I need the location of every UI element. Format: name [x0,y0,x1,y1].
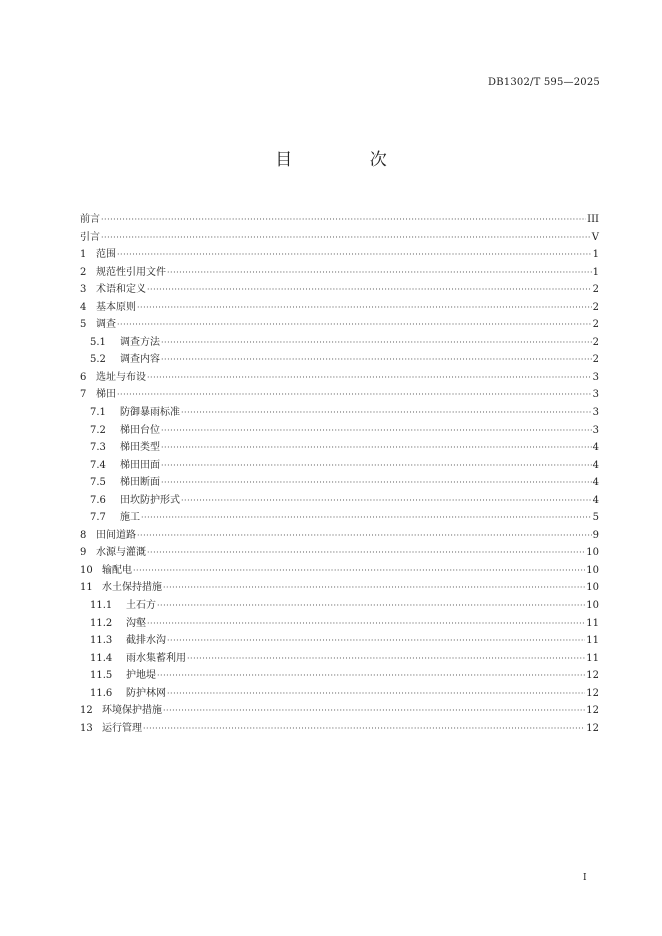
toc-entry-page: 2 [592,301,599,313]
toc-entry-label: 引言 [80,231,100,243]
toc-entry-number: 11 [80,582,93,594]
dot-leader [133,562,585,580]
dot-leader [147,281,592,299]
toc-entry-page: 12 [586,670,599,682]
toc-entry-page: 10 [586,582,599,594]
toc-entry[interactable] [80,615,599,633]
toc-entry-page: 2 [592,284,599,296]
toc-entry-page: 4 [592,494,599,506]
toc-entry-label: 调查方法 [120,336,160,348]
toc-entry-number: 8 [80,529,87,541]
toc-entry-page: 10 [586,600,599,612]
dot-leader [137,299,592,317]
toc-entry-label: 沟壑 [126,617,146,629]
dot-leader [137,527,592,545]
toc-entry-number: 4 [80,301,87,313]
toc-entry[interactable] [80,281,599,299]
toc-entry-label: 田间道路 [96,529,136,541]
toc-entry-number: 7.2 [90,424,106,436]
dot-leader [161,422,592,440]
dot-leader [117,246,592,264]
dot-leader [117,386,592,404]
toc-entry-label: 雨水集蓄利用 [126,652,186,664]
toc-entry[interactable] [80,685,599,703]
toc-entry[interactable] [80,527,599,545]
toc-entry-number: 7.6 [90,494,106,506]
dot-leader [161,351,592,369]
toc-entry-page: 11 [586,617,599,629]
toc-entry[interactable] [80,720,599,738]
document-code: DB1302/T 595—2025 [488,77,600,88]
toc-entry-page: 2 [592,319,599,331]
dot-leader [167,264,592,282]
toc-entry-number: 6 [80,371,87,383]
toc-entry[interactable] [80,246,599,264]
toc-entry-number: 7.5 [90,477,106,489]
dot-leader [181,404,592,422]
toc-entry[interactable] [80,597,599,615]
toc-entry-number: 9 [80,547,87,559]
toc-entry[interactable] [80,264,599,282]
toc-entry-page: 2 [592,354,599,366]
toc-entry[interactable] [80,702,599,720]
toc-entry-page: 11 [586,652,599,664]
toc-entry[interactable] [80,299,599,317]
toc-entry-page: 11 [586,635,599,647]
toc-entry[interactable] [80,369,599,387]
dot-leader [187,650,585,668]
toc-entry-label: 梯田断面 [120,477,160,489]
dot-leader [167,685,585,703]
toc-entry-label: 水土保持措施 [102,582,162,594]
toc-entry-number: 11.1 [90,600,113,612]
toc-entry[interactable] [80,544,599,562]
toc-entry-label: 环境保护措施 [102,705,162,717]
toc-entry-label: 选址与布设 [96,371,146,383]
toc-entry-number: 5.1 [90,336,106,348]
toc-entry-page: V [591,231,599,243]
toc-entry-label: 前言 [80,214,100,225]
dot-leader [157,667,585,685]
toc-entry-label: 运行管理 [102,722,142,734]
toc-entry[interactable] [80,211,599,229]
toc-entry-label: 基本原则 [96,301,136,313]
toc-entry[interactable] [80,316,599,334]
toc-entry-page: 9 [592,529,599,541]
toc-entry-label: 规范性引用文件 [96,266,166,278]
toc-entry-label: 梯田台位 [120,424,160,436]
toc-entry-number: 12 [80,705,93,717]
toc-entry-page: 1 [592,266,599,278]
toc-entry-page: 10 [586,547,599,559]
toc-entry[interactable] [80,386,599,404]
dot-leader [157,597,585,615]
dot-leader [163,579,585,597]
page-title: 目 次 [275,150,423,170]
toc-entry-number: 5.2 [90,354,106,366]
toc-entry-number: 3 [80,284,87,296]
toc-entry[interactable] [80,229,599,247]
toc-entry-label: 防御暴雨标准 [120,407,180,419]
toc-entry-label: 护地堤 [126,670,156,682]
table-of-contents [80,211,599,737]
toc-entry-number: 11.5 [90,670,113,682]
dot-leader [141,509,592,527]
dot-leader [181,492,592,510]
dot-leader [117,316,592,334]
dot-leader [101,229,591,247]
toc-entry-number: 7.3 [90,442,106,454]
toc-entry-number: 2 [80,266,87,278]
toc-entry-number: 7 [80,389,87,401]
toc-entry-page: 5 [592,512,599,524]
toc-entry-page: 3 [592,371,599,383]
toc-entry-number: 7.4 [90,459,106,471]
dot-leader [161,334,592,352]
toc-entry-label: 梯田 [96,389,116,401]
toc-entry-page: III [587,214,599,225]
toc-entry[interactable] [80,334,599,352]
toc-entry-number: 5 [80,319,87,331]
toc-entry-number: 11.3 [90,635,113,647]
toc-entry-number: 11.6 [90,687,113,699]
toc-entry-label: 梯田田面 [120,459,160,471]
dot-leader [167,632,585,650]
toc-entry-number: 11.4 [90,652,113,664]
toc-entry[interactable] [80,650,599,668]
dot-leader [143,720,585,738]
toc-entry-number: 7.7 [90,512,106,524]
toc-entry[interactable] [80,632,599,650]
toc-entry-label: 土石方 [126,600,156,612]
toc-entry[interactable] [80,579,599,597]
toc-entry-label: 输配电 [102,564,132,576]
toc-entry-page: 3 [592,389,599,401]
toc-entry-label: 施工 [120,512,140,524]
toc-entry-label: 调查 [96,319,116,331]
toc-entry[interactable] [80,404,599,422]
toc-entry[interactable] [80,667,599,685]
toc-entry-page: 3 [592,407,599,419]
toc-entry-label: 水源与灌溉 [96,547,146,559]
toc-entry-label: 术语和定义 [96,284,146,296]
dot-leader [161,457,592,475]
dot-leader [101,211,586,229]
toc-entry-label: 调查内容 [120,354,160,366]
toc-entry-number: 11.2 [90,617,113,629]
dot-leader [147,544,585,562]
toc-entry-page: 12 [586,687,599,699]
toc-entry-number: 13 [80,722,93,734]
dot-leader [163,702,585,720]
toc-entry-label: 梯田类型 [120,442,160,454]
toc-entry-label: 防护林网 [126,687,166,699]
toc-entry-page: 2 [592,336,599,348]
toc-entry[interactable] [80,562,599,580]
toc-entry[interactable] [80,439,599,457]
page-number: I [583,873,587,883]
toc-entry-page: 10 [586,564,599,576]
toc-entry-label: 田坎防护形式 [120,494,180,506]
toc-entry[interactable] [80,351,599,369]
toc-entry[interactable] [80,474,599,492]
toc-entry-number: 10 [80,564,93,576]
toc-entry-page: 4 [592,477,599,489]
dot-leader [161,474,592,492]
toc-entry[interactable] [80,509,599,527]
toc-entry-label: 截排水沟 [126,635,166,647]
toc-entry-page: 12 [586,722,599,734]
toc-entry-number: 7.1 [90,407,106,419]
toc-entry[interactable] [80,492,599,510]
toc-entry-page: 12 [586,705,599,717]
toc-entry[interactable] [80,457,599,475]
toc-entry-number: 1 [80,249,87,261]
toc-entry-page: 4 [592,459,599,471]
dot-leader [147,369,592,387]
toc-entry-page: 4 [592,442,599,454]
dot-leader [147,615,585,633]
toc-entry-label: 范围 [96,249,116,261]
toc-entry-page: 1 [592,249,599,261]
toc-entry[interactable] [80,422,599,440]
dot-leader [161,439,592,457]
toc-entry-page: 3 [592,424,599,436]
